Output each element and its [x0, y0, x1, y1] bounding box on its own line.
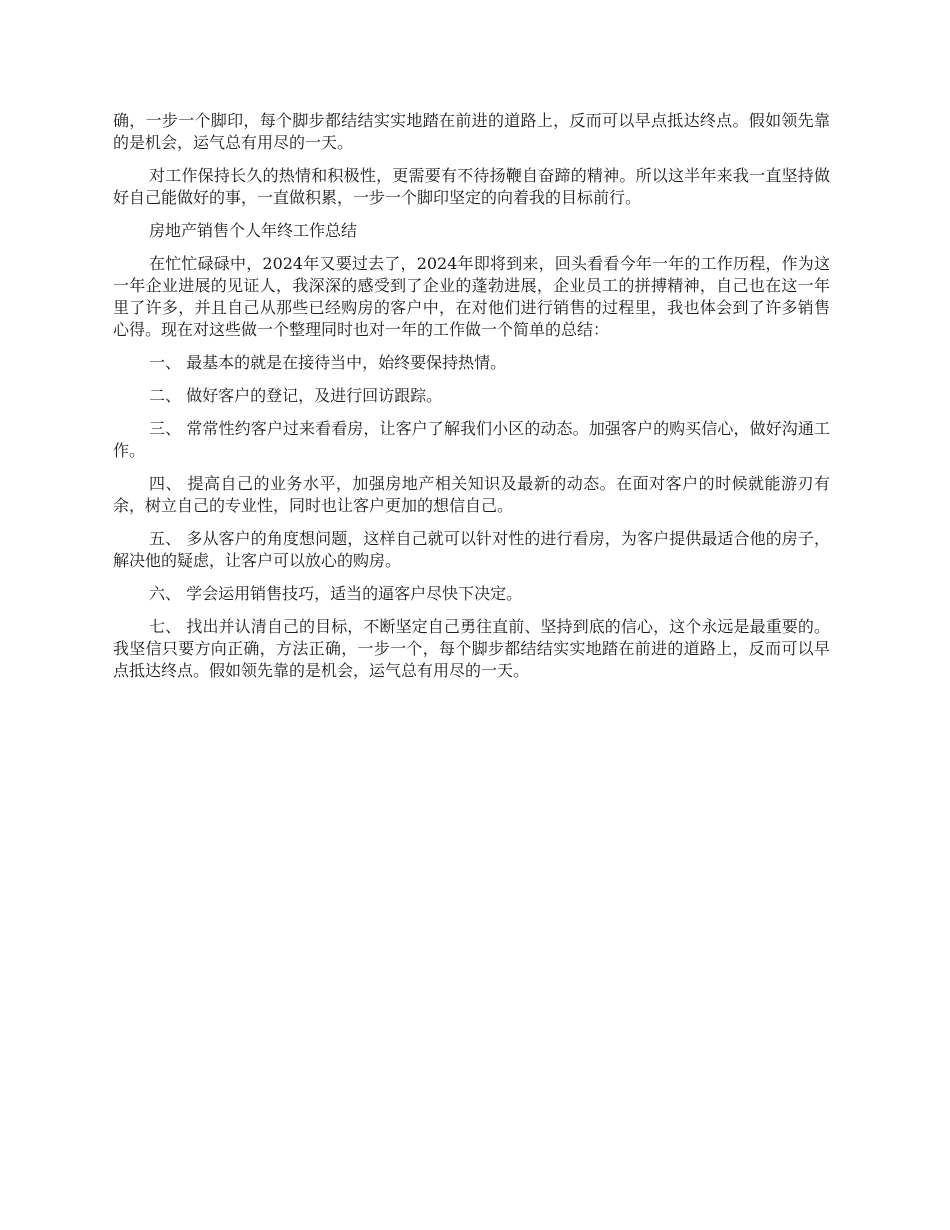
- paragraph-work-attitude: 对工作保持长久的热情和积极性，更需要有不待扬鞭自奋蹄的精神。所以这半年来我一直坚持做好自己能做好的事，一直做积累，一步一个脚印坚定的向着我的目标前行。: [113, 166, 830, 207]
- section-heading: 房地产销售个人年终工作总结: [149, 221, 358, 240]
- list-item-3: 三、 常常性约客户过来看看房，让客户了解我们小区的动态。加强客户的购买信心，做好沟通工作。: [113, 419, 830, 460]
- list-item-7: 七、 找出并认清自己的目标，不断坚定自己勇往直前、坚持到底的信心，这个永远是最重要的。我坚信只要方向正确，方法正确，一步一个，每个脚步都结结实实地踏在前进的道路上，反而可以早点抵达终点。假如领先靠的是机会，运气总有用尽的一天。: [113, 617, 830, 680]
- list-item-2: 二、 做好客户的登记，及进行回访跟踪。: [149, 386, 443, 405]
- list-item-5: 五、 多从客户的角度想问题，这样自己就可以针对性的进行看房，为客户提供最适合他的房子，解决他的疑虑，让客户可以放心的购房。: [113, 529, 830, 570]
- list-item-6: 六、 学会运用销售技巧，适当的逼客户尽快下决定。: [149, 584, 523, 603]
- list-item-1: 一、 最基本的就是在接待当中，始终要保持热情。: [149, 353, 507, 372]
- paragraph-continuation: 确，一步一个脚印，每个脚步都结结实实地踏在前进的道路上，反而可以早点抵达终点。假如领先靠的是机会，运气总有用尽的一天。: [113, 111, 830, 152]
- paragraph-intro: 在忙忙碌碌中，2024年又要过去了，2024年即将到来，回头看看今年一年的工作历程，作为这一年企业进展的见证人，我深深的感受到了企业的蓬勃进展，企业员工的拼搏精神，自己也在这一年里了许多，并且自己从那些已经购房的客户中，在对他们进行销售的过程里，我也体会到了许多销售心得。现在对这些做一个整理同时也对一年的工作做一个简单的总结：: [113, 254, 830, 339]
- list-item-4: 四、 提高自己的业务水平，加强房地产相关知识及最新的动态。在面对客户的时候就能游刃有余，树立自己的专业性，同时也让客户更加的想信自己。: [113, 474, 830, 515]
